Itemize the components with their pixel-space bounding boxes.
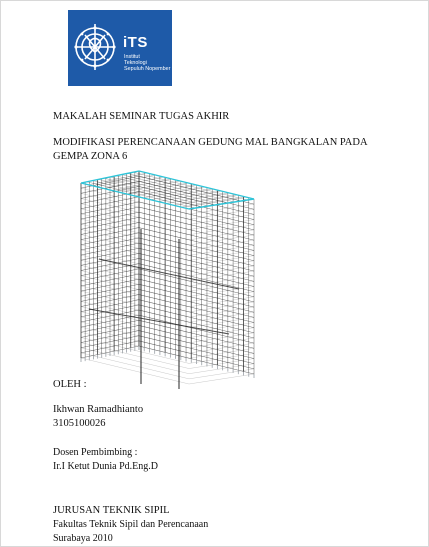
logo-line-3: Sepuluh Nopember — [124, 66, 171, 72]
place-year: Surabaya 2010 — [53, 533, 113, 544]
document-title-line-1: MODIFIKASI PERENCANAAN GEDUNG MAL BANGKALAN PADA — [53, 137, 368, 148]
department: JURUSAN TEKNIK SIPIL — [53, 505, 170, 516]
document-title-line-2: GEMPA ZONA 6 — [53, 151, 128, 162]
its-logo — [68, 10, 172, 86]
advisor-name: Ir.I Ketut Dunia Pd.Eng.D — [53, 461, 158, 472]
logo-brand: iTS — [123, 34, 148, 51]
logo-line-2: Teknologi — [124, 60, 147, 66]
author-name: Ikhwan Ramadhianto — [53, 404, 144, 415]
advisor-label: Dosen Pembimbing : — [53, 447, 138, 458]
its-emblem-icon — [72, 16, 118, 78]
structural-frame-model — [79, 169, 259, 389]
document-subject: MAKALAH SEMINAR TUGAS AKHIR — [53, 111, 230, 122]
logo-line-1: Institut — [124, 54, 140, 60]
faculty: Fakultas Teknik Sipil dan Perencanaan — [53, 519, 209, 530]
author-label: OLEH : — [53, 379, 87, 390]
author-id: 3105100026 — [53, 418, 106, 429]
